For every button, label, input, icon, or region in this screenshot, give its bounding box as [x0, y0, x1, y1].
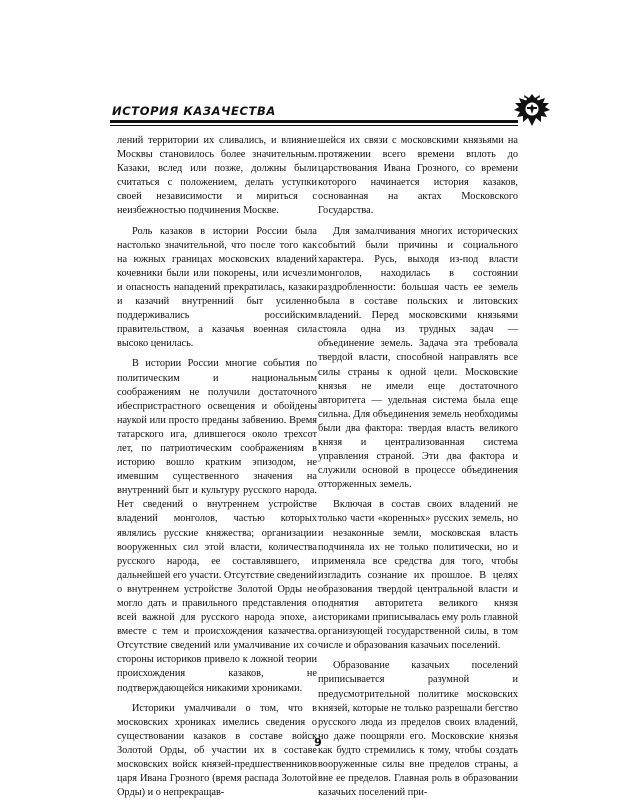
left-text-column — [117, 134, 317, 799]
paragraph: В истории России многие события по политическим и национальным соображениям не получили достаточного ибеспристрастного освещения и обойдены наукой или просто преданы забвению. Время татарского ига, длившегося около трехсот лет, по патриотическим соображениям в историю вошло кратким эпизодом, не имевшим существенного значения на внутренний быт и культуру русского народа. Нет сведений о внутреннем устройстве владений монголов, частью которых являлись русские княжества; организации вооруженных сил этой власти, количества русского народа, ее составлявшего, и дальнейшей его участи. Отсутствие сведений о внутреннем устройстве Золотой Орды не могло дать и правильного представления о всей важной для русского народа эпохе, а вместе с тем и происхождения казачества. Отсутствие сведений или умалчивание их со стороны историков привело к ложной теории происхождения казаков, не подтверждающейся никакими хрониками. — [117, 358, 317, 694]
eagle-emblem-icon — [510, 90, 554, 130]
running-head-title: ИСТОРИЯ КАЗАЧЕСТВА — [112, 104, 276, 118]
paragraph: лений территории их сливались, и влияние Москвы становилось более значительным. Казаки, вслед или позже, должны были считаться с положением, делать уступки своей независимости и мириться с неизбежностью подчинения Москве. — [117, 135, 317, 217]
right-text-column — [318, 134, 518, 799]
header-rule-thick — [110, 120, 518, 123]
paragraph: Роль казаков в истории России была настолько значительной, что после того как на южных границах московских владений кочевники были или покорены, или исчезли и опасность нападений прекратилась, казаки и казачий внутренний быт усиленно поддерживались российским правительством, а казачья военная сила высоко ценилась. — [117, 225, 317, 350]
running-header — [110, 86, 546, 126]
paragraph: Для замалчивания многих исторических событий были причины и социального характера. Русь, выходя из-под власти монголов, находилась в состоянии раздробленности: большая часть ее земель была в составе польских и литовских владений. Перед московскими князьями стояла одна из трудных задач — объединение земель. Задача эта требовала твердой власти, способной направлять все силы страны к одной цели. Московские князья не имели еще достаточного авторитета — удельная система была еще сильна. Для объединения земель необходимы были два фактора: твердая власть великого князя и централизованная система управления страной. Эти два фактора и служили основой в процессе объединения отторженных земель. — [318, 225, 518, 491]
paragraph: Историки умалчивали о том, что в московских хрониках имелись сведения о существовании казаков в составе войск Золотой Орды, об участии их в составе московских войск князей-предшественников царя Ивана Грозного (время распада Золотой Орды) и о непрекращав- — [117, 702, 317, 799]
page-number: 9 — [314, 736, 322, 749]
paragraph: Образование казачьих поселений приписывается разумной и предусмотрительной политике московских князей, которые не только разрешали бегство русского люда из пределов своих владений, но даже поощряли его. Московские князья как будто стремились к тому, чтобы создать вооруженные силы вне пределов страны, а вне ее пределов. Главная роль в образовании казачьих поселений при- — [318, 660, 518, 799]
header-rule-thin — [110, 125, 518, 126]
paragraph: шейся их связи с московскими князьями на протяжении всего времени вплоть до царствования Ивана Грозного, со времени которого начинается история казаков, основанная на актах Московского Государства. — [318, 135, 518, 217]
paragraph: Включая в состав своих владений не только части «коренных» русских земель, но и незаконные земли, московская власть подчиняла их не только политически, но и применяла все средства для того, чтобы изгладить сознание их прошлое. В целях образования твердой центральной власти и поднятия авторитета великого князя историками приписывалась ему роль главной организующей государственной силы, в том числе и образования казачьих поселений. — [318, 499, 518, 652]
